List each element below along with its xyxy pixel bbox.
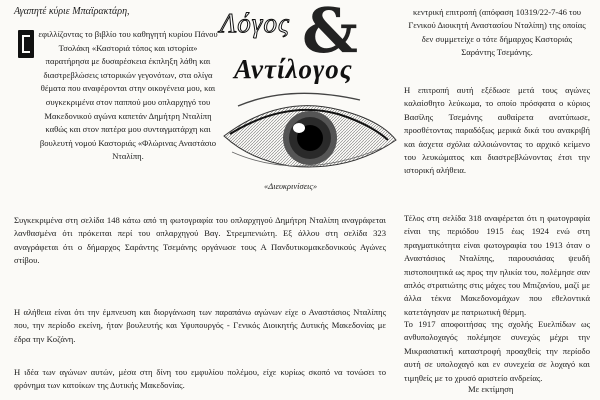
right-paragraph-4: Το 1917 αποφοιτήσας της σχολής Ευελπίδων ως ανθυπολοχαγός πολέμησε συνεχώς μέχρι την Μικρασιατική καταστροφή προαχθείς την περίοδο αυτή σε υπολοχαγό και εν συνεχεία σε λοχαγό και τιμηθείς με το χρυσό αριστείο ανδρείας. xyxy=(404,319,590,383)
right-paragraph-2: Η επιτροπή αυτή εξέδωσε μετά τους αγώνες καλαίσθητο λεύκωμα, το οποίο πρόσφατα ο κύριος Βασίλης Τσεμάνης αυθαίρετα ανατύπωσε, προσθέτοντας παραδόξως μερικά δικά του ανακριβή και άσχετα σχόλια αλλοιώνοντας το αρχικό κείμενο του λευκώματος και διαστρεβλώνοντας έτσι την ιστορική αλήθεια. xyxy=(404,85,590,176)
body-paragraph-1: Συγκεκριμένα στη σελίδα 148 κάτω από τη φωτογραφία του οπλαρχηγού Δημήτρη Νταλίπη αναγράφεται λανθασμένα ότι πρόκειται περί του οπλαρχηγού Βαγ. Στρεμπενιώτη. Εξ άλλου στη σελίδα 323 αναγράφεται ότι ο δήμαρχος Σαράντης Τσεμάνης οργάνωσε τους Α Πανδυτικομακεδονικούς Αγώνες στίβου. xyxy=(14,215,386,266)
right-paragraph-1: κεντρική επιτροπή (απόφαση 10319/22-7-46 του Γενικού Διοικητή Αναστασίου Νταλίπη) της οποίας δεν συμμετείχε ο τότε δήμαρχος Καστοριάς Σαράντης Τσεμάνης. xyxy=(408,7,586,58)
signoff: Με εκτίμηση xyxy=(468,384,514,394)
body-paragraph-3: Η ιδέα των αγώνων αυτών, μέσα στη δίνη του εμφυλίου πολέμου, είχε κυρίως σκοπό να τονώσει το φρόνημα των κατοίκων της Δυτικής Μακεδονίας. xyxy=(14,367,386,391)
eye-illustration-icon xyxy=(220,86,398,178)
title-logos: Λόγος xyxy=(220,8,290,38)
drop-cap-icon xyxy=(18,30,34,58)
right-paragraph-3: Τέλος στη σελίδα 318 αναφέρεται ότι η φωτογραφία είναι της περιόδου 1915 έως 1924 ενώ στη πραγματικότητα είναι φωτογραφία του 1913 όταν ο Αναστάσιος Νταλίπης, παρουσιάσας ψευδή πιστοποιητικά ως προς την ηλικία του, πολέμησε σαν απλός στρατιώτης στις μάχες του Μπιζανίου, μαζί με άλλα τέκνα Μακεδονομάχων που εθελοντικά κατετάγησαν με πατριωτική θέρμη. xyxy=(404,213,590,317)
greeting: Αγαπητέ κύριε Μπαϊρακτάρη, xyxy=(14,6,130,17)
title-antilogos: Αντίλογος xyxy=(234,54,353,84)
intro-paragraph: εφιλλίζοντας το βιβλίο του καθηγητή κυρίου Πάνου Τσολάκη «Καστοριά τόπος και ιστορία» παρατήρησα με δυσαρέσκεια έκπληξη λάθη και διαστρεβλώσεις ιστορικών γεγονότων, στα ολίγα θέματα που αναφέρονται στην οικογένεια μου, και συγκεκριμένα στον παππού μου οπλαρχηγό του Μακεδονικού αγώνα καπετάν Δημήτρη Νταλίπη καθώς και στον πατέρα μου συνταγματάρχη και βουλευτή νομού Καστοριάς «Φλώρινας Αναστάσιο Νταλίπη. xyxy=(38,29,218,162)
title-ampersand: & xyxy=(302,0,358,67)
body-paragraph-2: Η αλήθεια είναι ότι την έμπνευση και διοργάνωση των παραπάνω αγώνων είχε ο Αναστάσιος Νταλίπης που, την περίοδο εκείνη, ήταν βουλευτής και Υφυπουργός - Γενικός Διοικητής Δυτικής Μακεδονίας με έδρα την Κοζάνη. xyxy=(14,307,386,344)
column-header xyxy=(220,0,398,200)
caption: «Διευκρινίσεις» xyxy=(264,181,318,191)
